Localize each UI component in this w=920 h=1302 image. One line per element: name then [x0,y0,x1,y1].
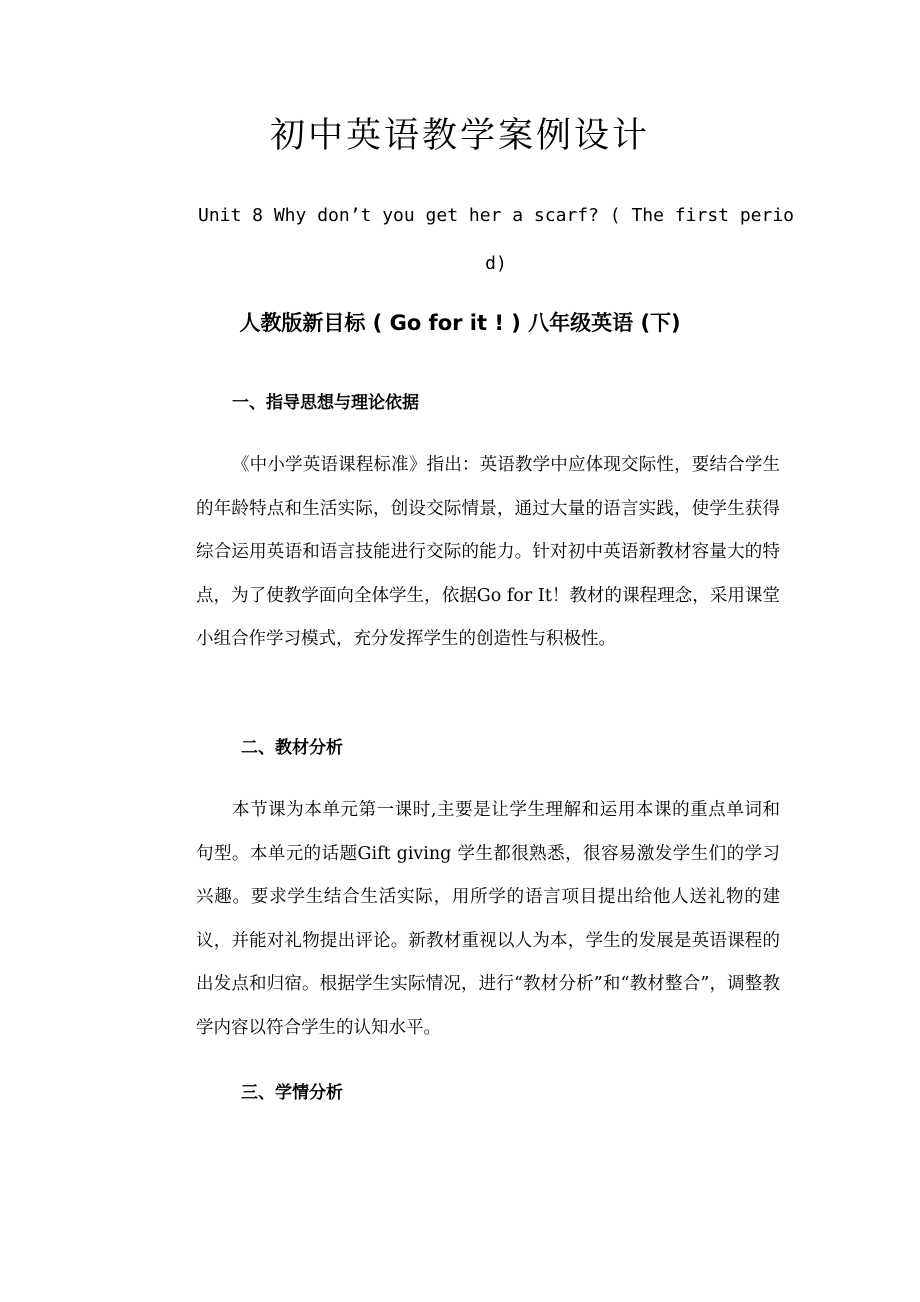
section-heading-3: 三、学情分析 [241,1083,343,1103]
document-subtitle: Unit 8 Why don’t you get her a scarf? ( The first period) [197,205,795,274]
section-body-1: 《中小学英语课程标准》指出：英语教学中应体现交际性，要结合学生的年龄特点和生活实际，创设交际情景，通过大量的语言实践，使学生获得综合运用英语和语言技能进行交际的能力。针对初中英语新教材容量大的特点，为了使教学面向全体学生，依据Go for It！教材的课程理念，采用课堂小组合作学习模式，充分发挥学生的创造性与积极性。 [196,455,780,649]
section-heading-1: 一、指导思想与理论依据 [232,393,419,413]
document-title: 初中英语教学案例设计 [269,116,650,156]
section-body-2: 本节课为本单元第一课时,主要是让学生理解和运用本课的重点单词和句型。本单元的话题Gift giving 学生都很熟悉，很容易激发学生们的学习兴趣。要求学生结合生活实际，用所学的语言项目提出给他人送礼物的建议，并能对礼物提出评论。新教材重视以人为本，学生的发展是英语课程的出发点和归宿。根据学生实际情况，进行“教材分析”和“教材整合”，调整教学内容以符合学生的认知水平。 [196,800,780,1038]
textbook-edition: 人教版新目标 ( Go for it ! ) 八年级英语 (下) [239,311,681,335]
section-heading-2: 二、教材分析 [241,738,343,758]
